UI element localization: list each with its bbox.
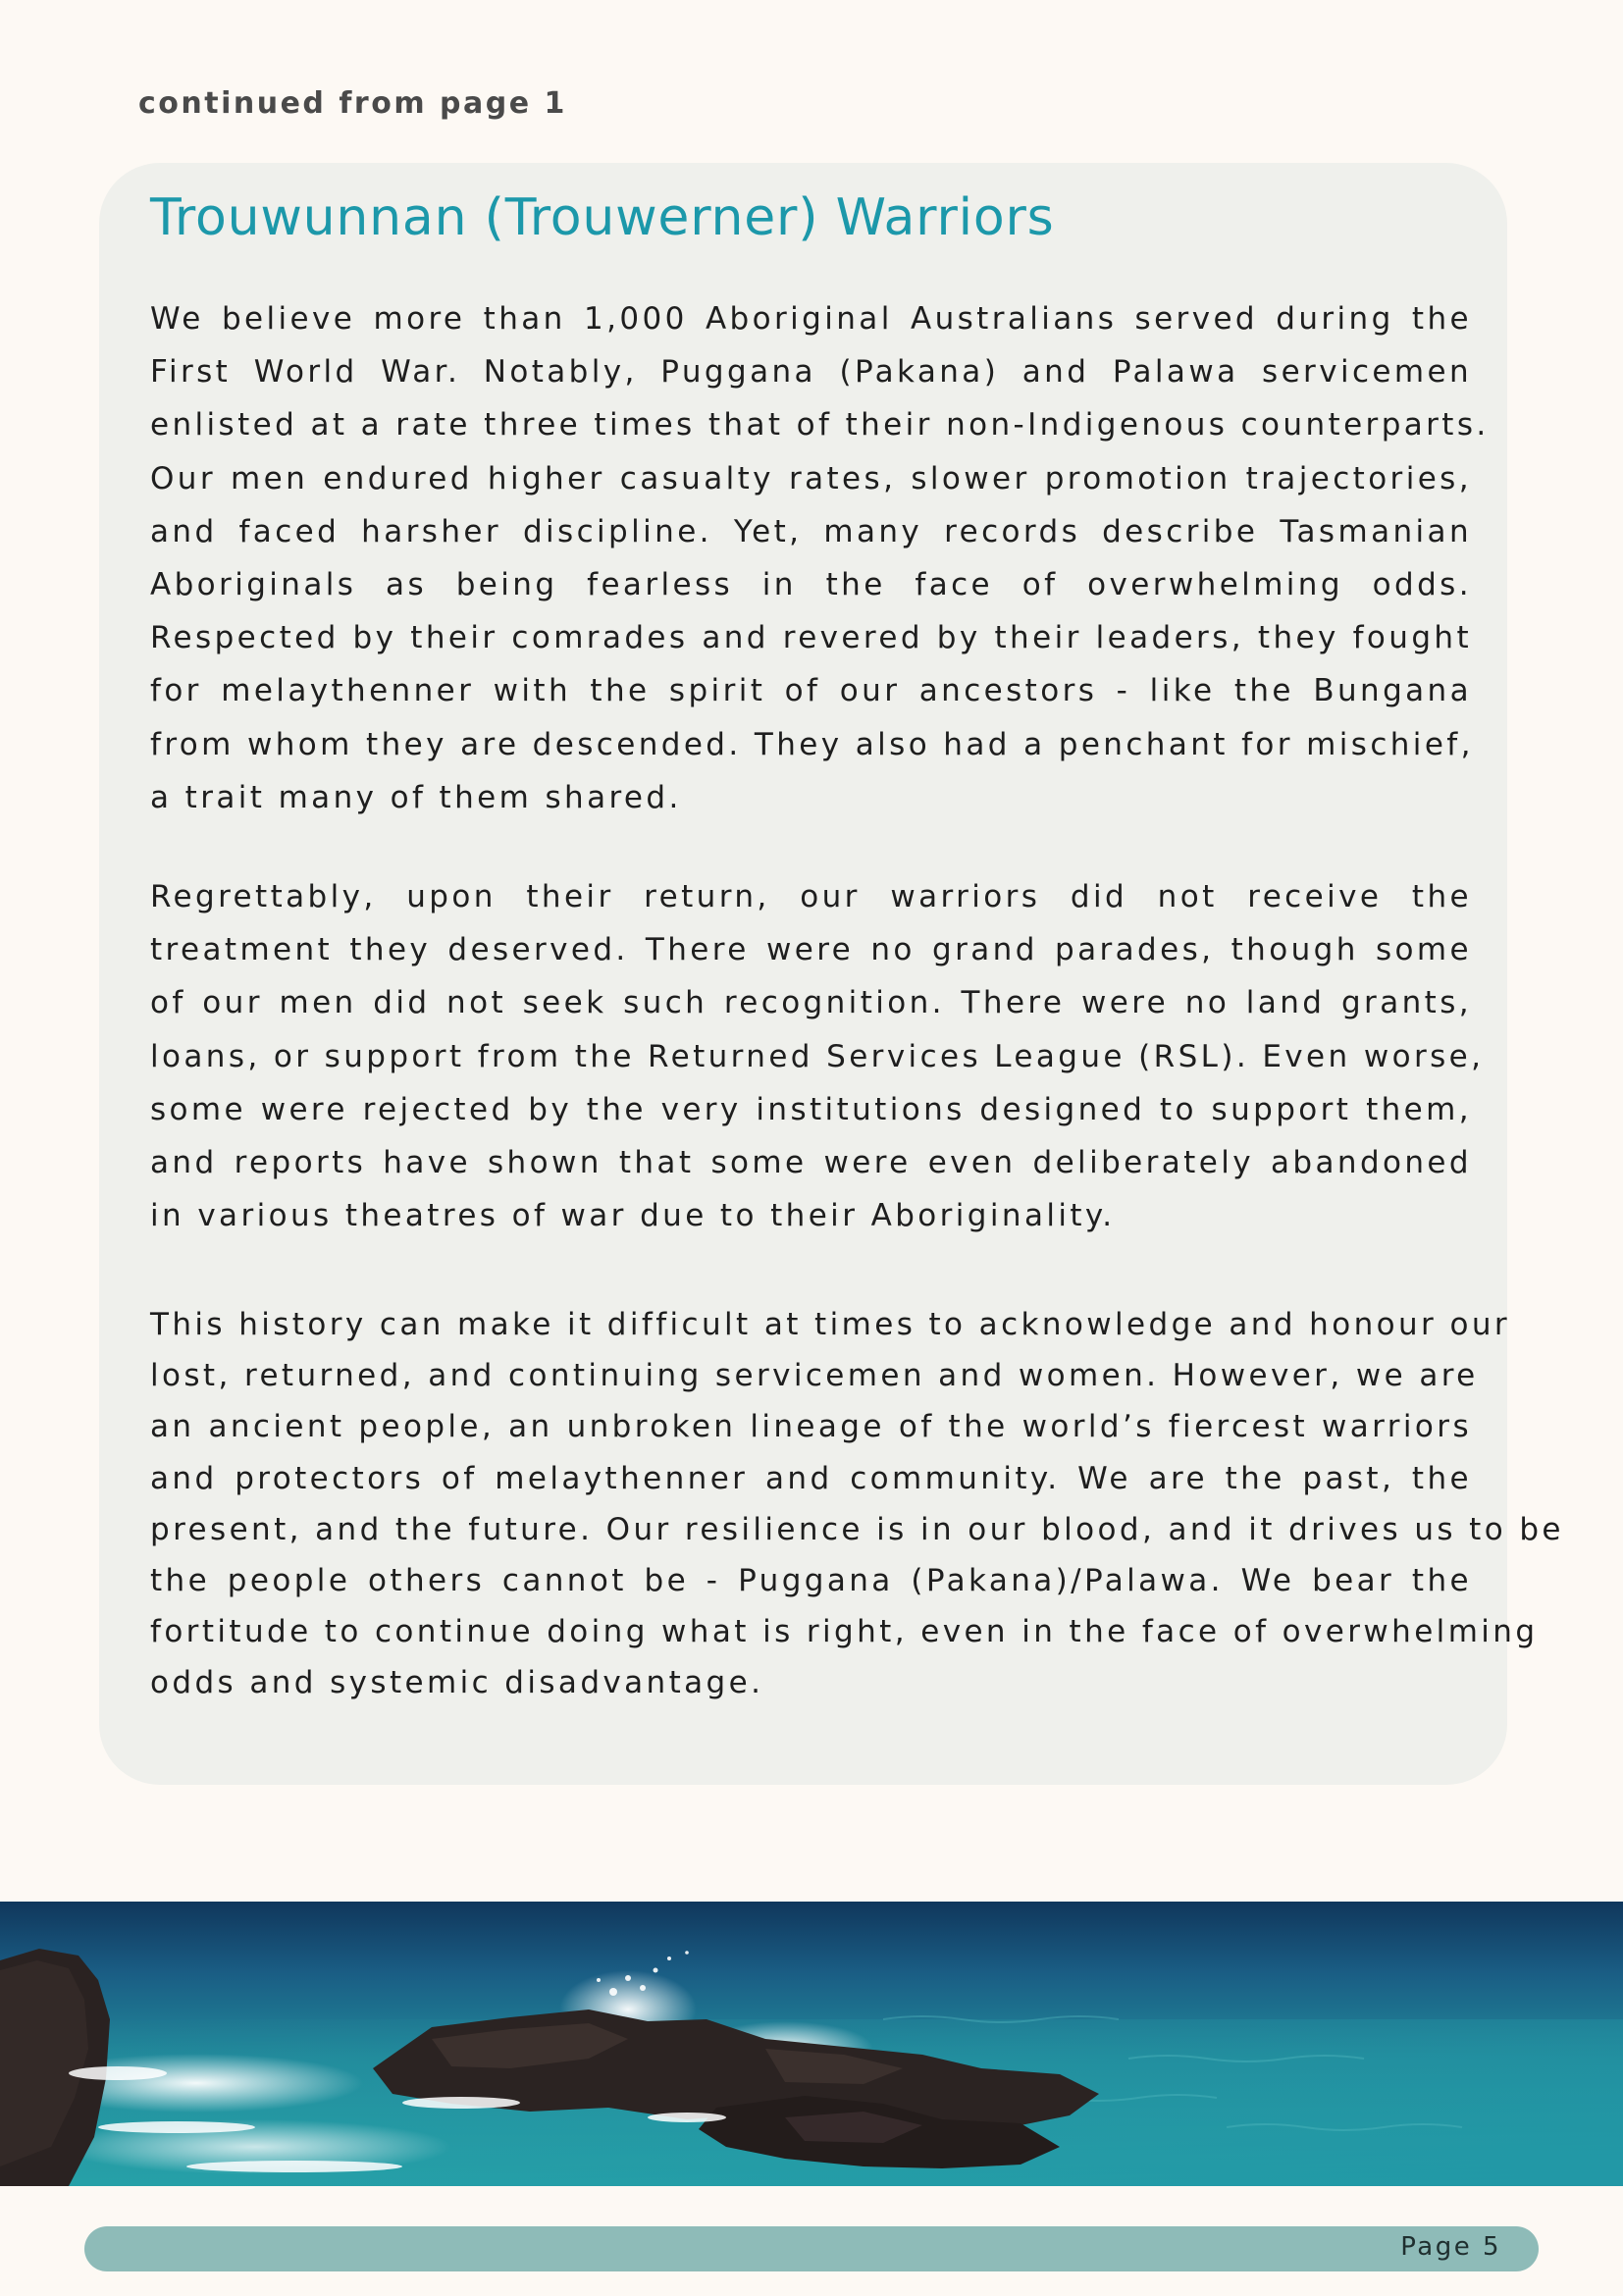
- page-number: Page 5: [1400, 2232, 1501, 2262]
- paragraph-line: Our men endured higher casualty rates, slower promotion trajectories,: [150, 460, 1472, 496]
- paragraph-line: and reports have shown that some were even deliberately abandoned: [150, 1145, 1472, 1181]
- continued-note: continued from page 1: [138, 86, 567, 121]
- paragraph-line: present, and the future. Our resilience is in our blood, and it drives us to be: [150, 1511, 1564, 1547]
- paragraph-1: [150, 292, 1490, 824]
- footer-bar: [84, 2226, 1539, 2271]
- paragraph-line: Regrettably, upon their return, our warriors did not receive the: [150, 879, 1472, 914]
- paragraph-line: We believe more than 1,000 Aboriginal Australians served during the: [150, 301, 1472, 337]
- paragraph-line: the people others cannot be - Puggana (Pakana)/Palawa. We bear the: [150, 1563, 1472, 1599]
- paragraph-3: [150, 1299, 1564, 1709]
- paragraph-line: and faced harsher discipline. Yet, many records describe Tasmanian: [150, 513, 1472, 549]
- coastal-rocks-photo: [0, 1902, 1623, 2186]
- paragraph-line: treatment they deserved. There were no grand parades, though some: [150, 932, 1472, 968]
- paragraph-line: enlisted at a rate three times that of their non-Indigenous counterparts.: [150, 407, 1490, 444]
- paragraph-line: for melaythenner with the spirit of our ancestors - like the Bungana: [150, 673, 1472, 709]
- paragraph-line: This history can make it difficult at times to acknowledge and honour our: [150, 1307, 1511, 1342]
- paragraph-line: odds and systemic disadvantage.: [150, 1665, 764, 1701]
- paragraph-line: and protectors of melaythenner and community. We are the past, the: [150, 1460, 1472, 1496]
- paragraph-line: lost, returned, and continuing servicemen and women. However, we are: [150, 1358, 1479, 1394]
- paragraph-line: an ancient people, an unbroken lineage of the world’s fiercest warriors: [150, 1409, 1472, 1445]
- paragraph-line: from whom they are descended. They also had a penchant for mischief,: [150, 726, 1474, 762]
- paragraph-line: a trait many of them shared.: [150, 779, 682, 815]
- paragraph-line: Aboriginals as being fearless in the face of overwhelming odds.: [150, 567, 1472, 603]
- paragraph-line: loans, or support from the Returned Services League (RSL). Even worse,: [150, 1038, 1485, 1074]
- paragraph-2: [150, 870, 1485, 1242]
- article-title: Trouwunnan (Trouwerner) Warriors: [150, 188, 1055, 247]
- paragraph-line: Respected by their comrades and revered by their leaders, they fought: [150, 620, 1472, 656]
- paragraph-line: in various theatres of war due to their Aboriginality.: [150, 1198, 1116, 1234]
- paragraph-line: fortitude to continue doing what is right, even in the face of overwhelming: [150, 1614, 1539, 1650]
- paragraph-line: of our men did not seek such recognition. There were no land grants,: [150, 985, 1472, 1021]
- paragraph-line: First World War. Notably, Puggana (Pakana) and Palawa servicemen: [150, 354, 1472, 391]
- paragraph-line: some were rejected by the very institutions designed to support them,: [150, 1091, 1472, 1127]
